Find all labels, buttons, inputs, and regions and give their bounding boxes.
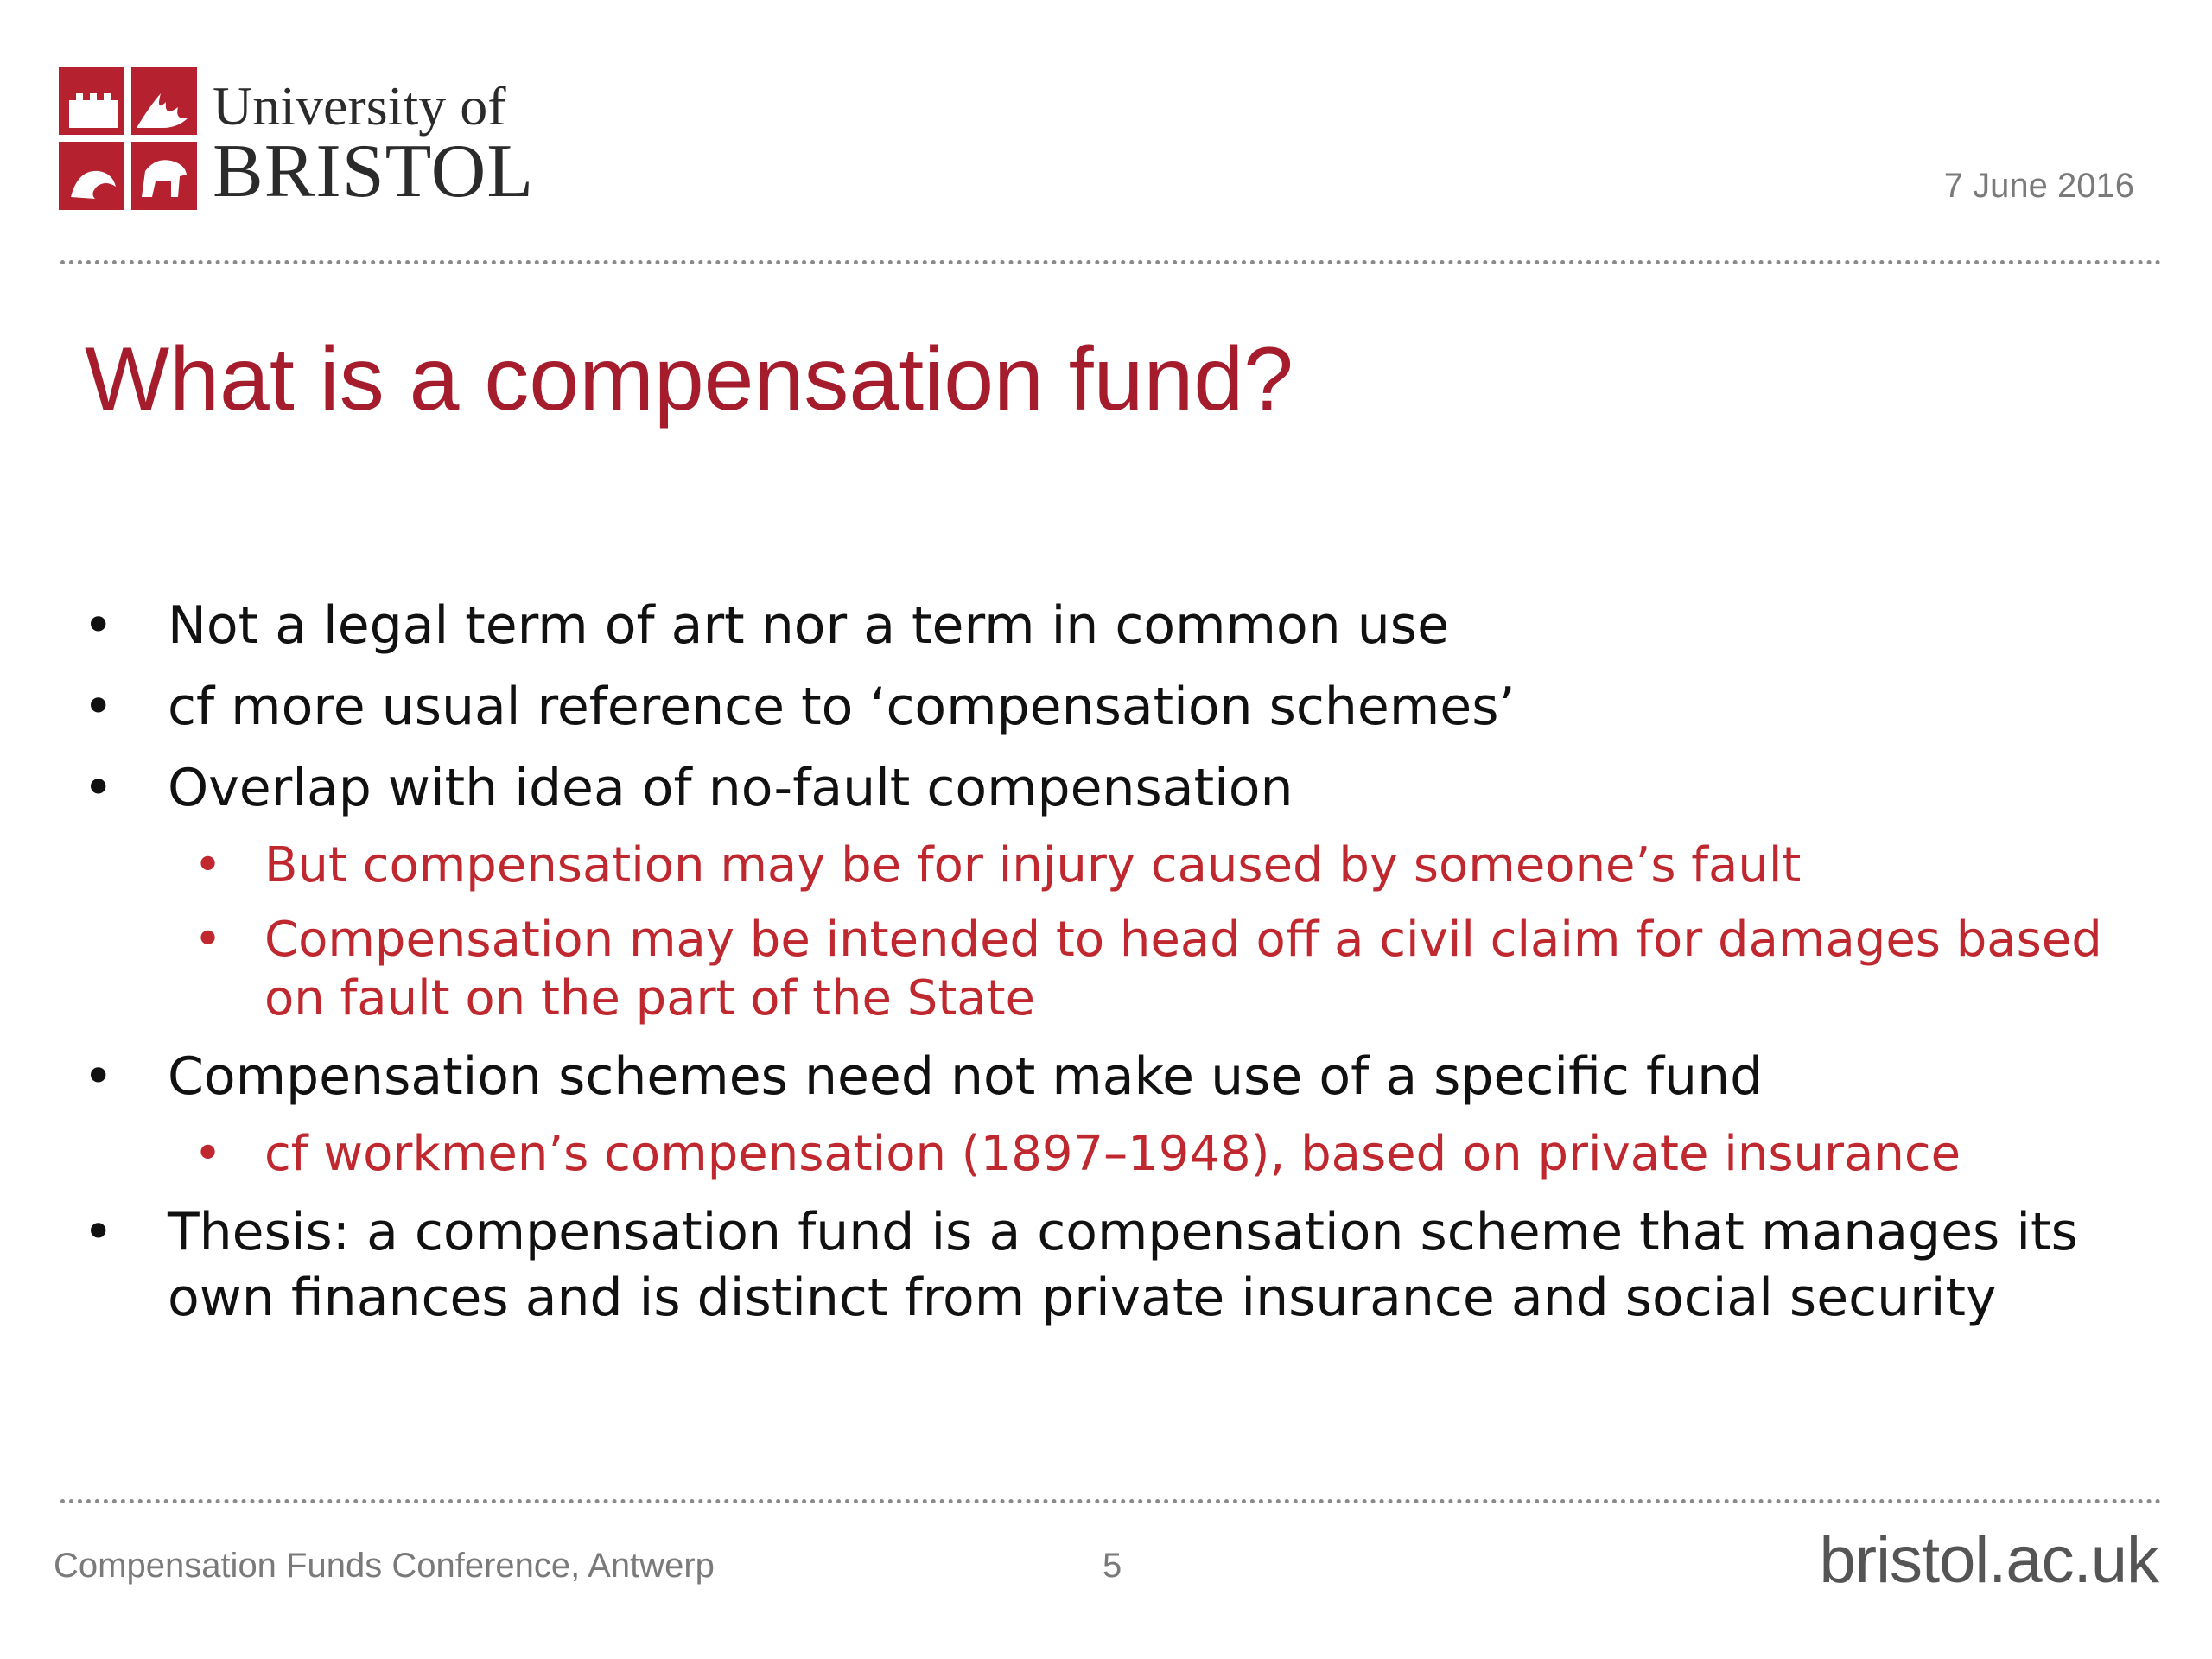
bullet-item bbox=[83, 1199, 2139, 1331]
bullet-marker: • bbox=[83, 677, 114, 737]
sub-bullet-text: But compensation may be for injury caused by someone’s fault bbox=[264, 837, 1802, 893]
sub-bullet-text: cf workmen’s compensation (1897–1948), based on private insurance bbox=[264, 1126, 1961, 1182]
sub-bullet-marker: • bbox=[194, 912, 223, 968]
top-divider bbox=[60, 260, 2162, 264]
slide-date: 7 June 2016 bbox=[1943, 167, 2134, 205]
footer-website: bristol.ac.uk bbox=[1819, 1523, 2158, 1597]
bullet-text: Compensation schemes need not make use of a specific fund bbox=[168, 1046, 1764, 1107]
bullet-item bbox=[83, 674, 2139, 740]
university-crest-icon bbox=[59, 67, 197, 210]
sub-bullet-marker: • bbox=[194, 837, 223, 893]
bullet-text: Not a legal term of art nor a term in common use bbox=[168, 595, 1449, 656]
bullet-marker: • bbox=[83, 758, 114, 818]
bullet-item bbox=[83, 593, 2139, 658]
bullet-text: Overlap with idea of no-fault compensation bbox=[168, 758, 1294, 818]
page-number: 5 bbox=[1103, 1547, 1122, 1585]
logo-line-1: University of bbox=[213, 75, 506, 137]
bullet-text: Thesis: a compensation fund is a compensation scheme that manages its own finances and is distinct from private insurance and social security bbox=[168, 1202, 2078, 1328]
bullet-item bbox=[83, 755, 2139, 821]
footer-conference: Compensation Funds Conference, Antwerp bbox=[54, 1547, 715, 1585]
sub-bullet-marker: • bbox=[194, 1126, 223, 1182]
sub-bullet-item bbox=[83, 911, 2139, 1028]
bullet-item bbox=[83, 1044, 2139, 1109]
sub-bullet-text: Compensation may be intended to head off a civil claim for damages based on fault on the part of the State bbox=[264, 912, 2102, 1027]
sub-bullet-item bbox=[83, 836, 2139, 895]
university-wordmark bbox=[213, 75, 535, 213]
university-logo bbox=[59, 67, 543, 214]
bullet-text: cf more usual reference to ‘compensation schemes’ bbox=[168, 677, 1516, 737]
sub-bullet-item bbox=[83, 1125, 2139, 1184]
bottom-divider bbox=[60, 1499, 2162, 1503]
bullet-marker: • bbox=[83, 1046, 114, 1107]
bullet-list bbox=[83, 593, 2139, 1346]
bullet-marker: • bbox=[83, 595, 114, 656]
slide-title: What is a compensation fund? bbox=[85, 329, 1294, 429]
logo-line-2: BRISTOL bbox=[213, 130, 535, 213]
bullet-marker: • bbox=[83, 1202, 114, 1262]
